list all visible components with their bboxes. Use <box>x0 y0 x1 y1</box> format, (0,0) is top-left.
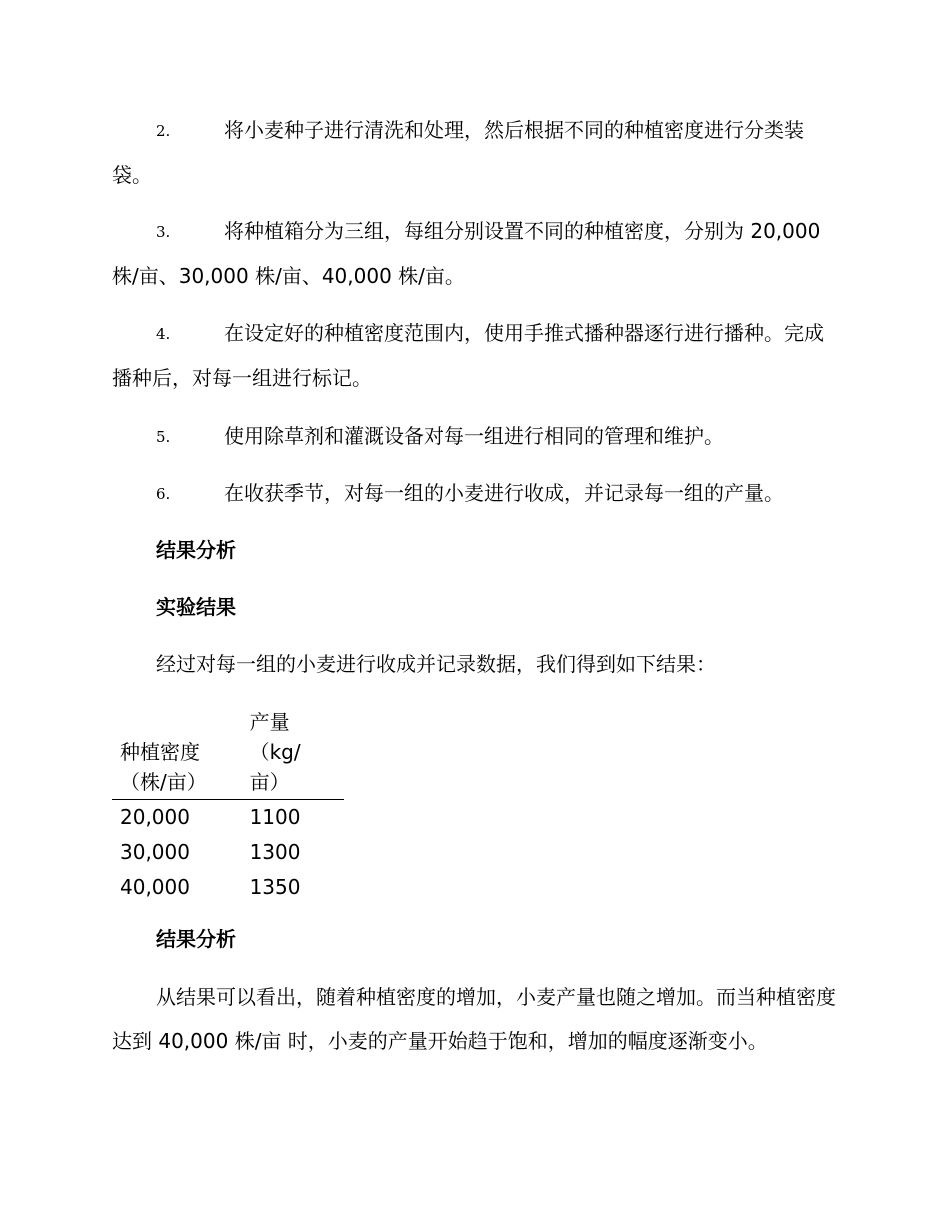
step-5 <box>112 414 836 459</box>
section-heading-experiment-results: 实验结果 <box>156 595 236 619</box>
table-row <box>112 835 344 870</box>
intro-paragraph: 经过对每一组的小麦进行收成并记录数据，我们得到如下结果： <box>156 652 716 676</box>
step-number: 5. <box>156 428 171 446</box>
step-text: 将种植箱分为三组，每组分别设置不同的种植密度，分别为 20,000 株/亩、30,000 株/亩、40,000 株/亩。 <box>112 219 821 288</box>
header-yield: 产量 （kg/ 亩） <box>242 707 344 800</box>
step-text: 使用除草剂和灌溉设备对每一组进行相同的管理和维护。 <box>224 424 724 448</box>
cell-yield: 1100 <box>249 805 301 829</box>
step-text: 在收获季节，对每一组的小麦进行收成，并记录每一组的产量。 <box>224 481 784 505</box>
step-number: 3. <box>156 223 171 241</box>
section-heading-results-analysis: 结果分析 <box>156 927 236 951</box>
cell-density: 20,000 <box>120 805 190 829</box>
step-4 <box>112 311 836 400</box>
step-number: 6. <box>156 485 171 503</box>
results-table <box>112 707 344 905</box>
step-6 <box>112 471 836 516</box>
section-heading-analysis: 结果分析 <box>156 538 236 562</box>
step-number: 4. <box>156 325 171 343</box>
cell-yield: 1300 <box>249 840 301 864</box>
step-number: 2. <box>156 122 171 140</box>
step-text: 在设定好的种植密度范围内，使用手推式播种器逐行进行播种。完成播种后，对每一组进行标记。 <box>112 321 824 390</box>
step-text: 将小麦种子进行清洗和处理，然后根据不同的种植密度进行分类装袋。 <box>112 118 804 187</box>
table-row <box>112 800 344 836</box>
cell-density: 30,000 <box>120 840 190 864</box>
step-3 <box>112 209 836 298</box>
conclusion-paragraph: 从结果可以看出，随着种植密度的增加，小麦产量也随之增加。而当种植密度达到 40,000 株/亩 时，小麦的产量开始趋于饱和，增加的幅度逐渐变小。 <box>112 985 836 1053</box>
step-2 <box>112 108 836 197</box>
header-density: 种植密度 （株/亩） <box>112 707 242 800</box>
table-header-row <box>112 707 344 800</box>
table-row <box>112 870 344 905</box>
cell-yield: 1350 <box>249 875 301 899</box>
cell-density: 40,000 <box>120 875 190 899</box>
